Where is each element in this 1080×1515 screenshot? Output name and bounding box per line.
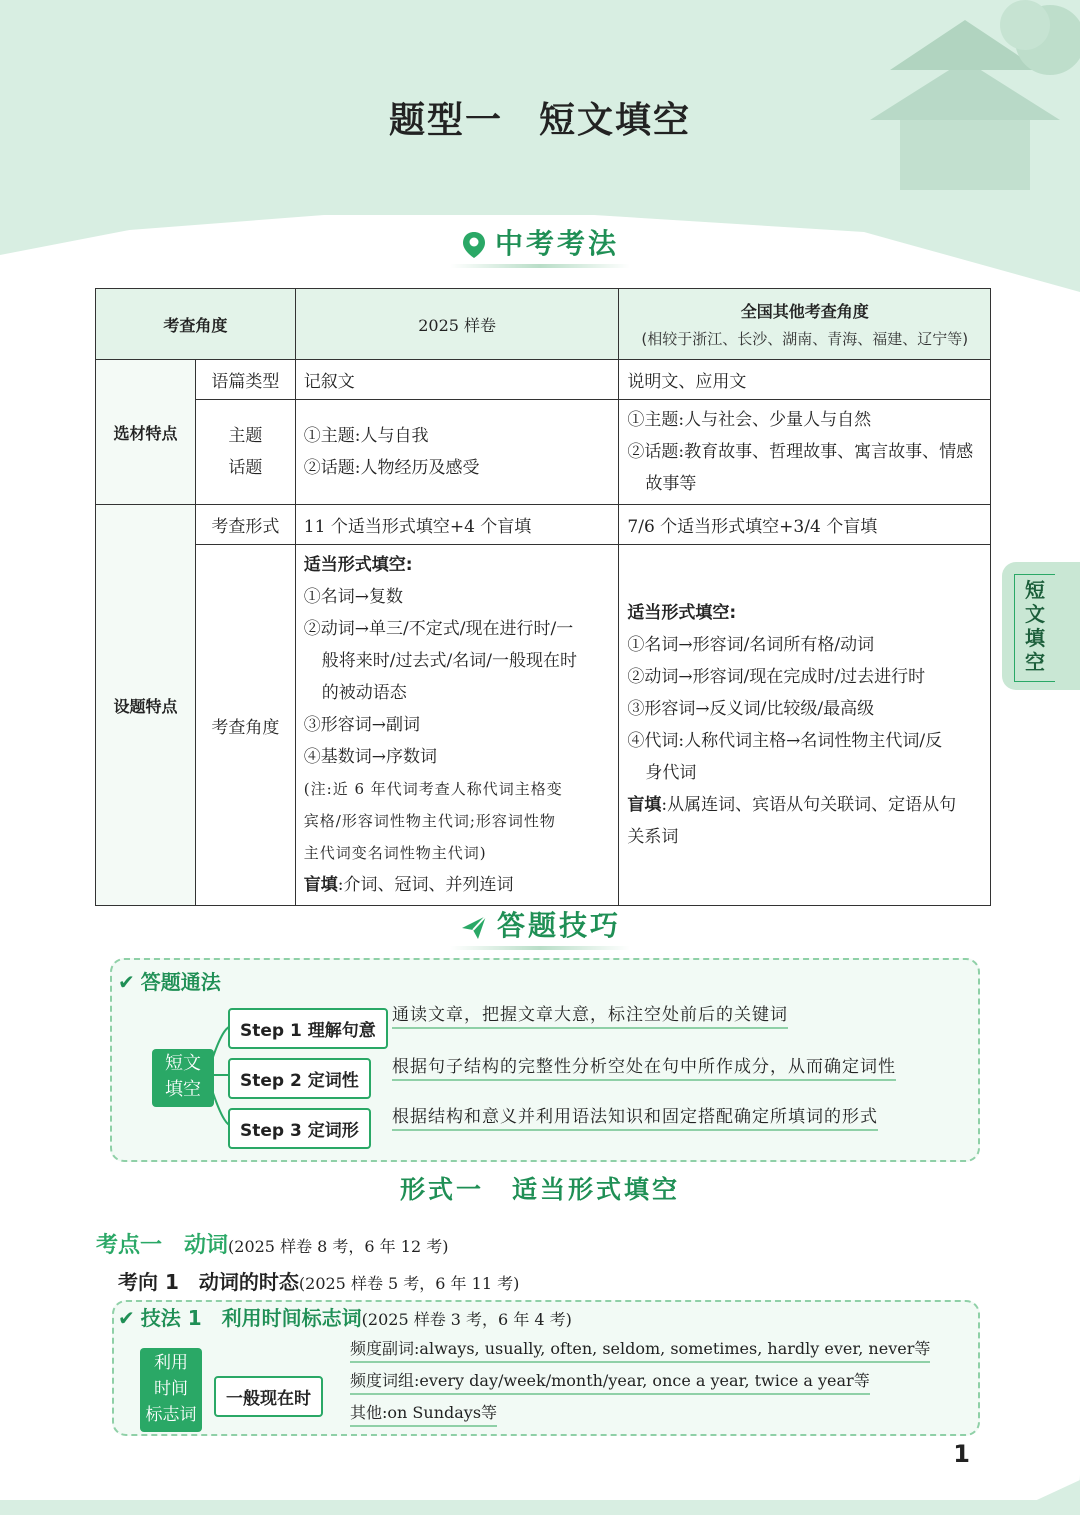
side-tab-char: 空 bbox=[1025, 650, 1045, 674]
skill-root-line: 标志词 bbox=[145, 1405, 197, 1425]
angle-other-item: ③形容词→反义词/比较级/最高级 bbox=[627, 699, 875, 719]
kaoxiang-count: (2025 样卷 5 考，6 年 11 考) bbox=[298, 1274, 520, 1293]
step-2-desc: 根据句子结构的完整性分析空处在句中所作成分，从而确定词性 bbox=[392, 1052, 896, 1081]
page-number: 1 bbox=[953, 1440, 970, 1468]
label-theme bbox=[195, 400, 295, 505]
theme-other-line: ①主题:人与社会、少量人与自然 bbox=[627, 410, 872, 430]
side-tab-char: 文 bbox=[1025, 602, 1045, 626]
form-title: 形式一 适当形式填空 bbox=[399, 1175, 680, 1204]
side-tab-label bbox=[1020, 578, 1050, 674]
table-header-row bbox=[96, 289, 991, 360]
skill-item-2 bbox=[350, 1368, 870, 1395]
angle-2025-item: ④基数词→序数词 bbox=[303, 747, 438, 767]
skill-item-label: 其他: bbox=[350, 1403, 388, 1422]
skill-root-line: 利用 bbox=[154, 1353, 188, 1373]
side-tab-char: 短 bbox=[1025, 578, 1045, 602]
table-row bbox=[96, 400, 991, 505]
header-other-sub: (相较于浙江、长沙、湖南、青海、福建、辽宁等) bbox=[641, 330, 969, 348]
group-question: 设题特点 bbox=[96, 505, 196, 906]
method-root bbox=[152, 1049, 214, 1107]
section-underline bbox=[450, 264, 630, 268]
skill-item-3 bbox=[350, 1400, 497, 1427]
skill-item-label: 频度词组: bbox=[350, 1371, 420, 1390]
angle-other-item: 身代词 bbox=[645, 763, 697, 783]
header-other bbox=[619, 289, 991, 360]
paper-plane-icon bbox=[459, 912, 489, 942]
angle-other-title-text: 适当形式填空: bbox=[627, 603, 737, 623]
skill-count: (2025 样卷 3 考，6 年 4 考) bbox=[361, 1310, 572, 1329]
side-tab-char: 填 bbox=[1025, 626, 1045, 650]
skill-root bbox=[140, 1348, 202, 1432]
skill-item-text: on Sundays等 bbox=[387, 1403, 498, 1422]
label-theme-2: 话题 bbox=[228, 458, 263, 478]
theme-2025-line: ②话题:人物经历及感受 bbox=[303, 458, 480, 478]
step-1: Step 1 理解句意 bbox=[228, 1008, 388, 1049]
kaoxiang bbox=[118, 1266, 519, 1295]
angle-other-blind-cont: 关系词 bbox=[627, 827, 679, 847]
blind-label: 盲填 bbox=[627, 795, 662, 815]
step-2: Step 2 定词性 bbox=[228, 1058, 371, 1099]
section-exam-method-label: 中考考法 bbox=[494, 227, 619, 260]
check-icon: ✔ bbox=[118, 1306, 135, 1330]
note-line: 主代词变名词性物主代词) bbox=[303, 844, 487, 862]
table-row bbox=[96, 360, 991, 400]
header-other-title: 全国其他考查角度 bbox=[740, 302, 869, 321]
table-row bbox=[96, 545, 991, 906]
header-angle: 考查角度 bbox=[96, 289, 296, 360]
skill-item-1 bbox=[350, 1336, 930, 1363]
theme-2025-line: ①主题:人与自我 bbox=[303, 426, 429, 446]
section-underline bbox=[450, 946, 630, 950]
theme-other-line: ②话题:教育故事、哲理故事、寓言故事、情感 bbox=[627, 442, 974, 462]
skill-root-line: 时间 bbox=[154, 1379, 188, 1399]
cell-theme-other bbox=[619, 400, 991, 505]
cell-form-2025: 11 个适当形式填空+4 个盲填 bbox=[295, 505, 619, 545]
blind-text: :介词、冠词、并列连词 bbox=[337, 875, 514, 895]
angle-other-blind bbox=[627, 789, 982, 821]
angle-other-item: ②动词→形容词/现在完成时/过去进行时 bbox=[627, 667, 926, 687]
skill-mid: 一般现在时 bbox=[214, 1376, 323, 1417]
note-line: 宾格/形容词性物主代词;形容词性物 bbox=[303, 812, 556, 830]
angle-2025-title-text: 适当形式填空: bbox=[303, 555, 413, 575]
label-angle: 考查角度 bbox=[195, 545, 295, 906]
angle-other-item: ①名词→形容词/名词所有格/动词 bbox=[627, 635, 875, 655]
method-root-line: 填空 bbox=[165, 1079, 201, 1100]
kaodian bbox=[96, 1228, 448, 1259]
section-exam-method bbox=[0, 222, 1080, 268]
header-2025: 2025 样卷 bbox=[295, 289, 619, 360]
check-icon: ✔ bbox=[118, 970, 135, 994]
skill-item-text: every day/week/month/year, once a year, twice a year等 bbox=[419, 1371, 870, 1390]
angle-2025-note bbox=[304, 773, 611, 869]
cell-type-2025: 记叙文 bbox=[295, 360, 619, 400]
angle-2025-item: ③形容词→副词 bbox=[303, 715, 421, 735]
skill-title-text: 技法 1 利用时间标志词 bbox=[140, 1306, 362, 1330]
label-form: 考查形式 bbox=[195, 505, 295, 545]
method-title bbox=[118, 966, 221, 995]
method-root-line: 短文 bbox=[165, 1053, 201, 1074]
angle-2025-title bbox=[304, 549, 611, 581]
blind-label: 盲填 bbox=[303, 875, 338, 895]
cell-angle-2025 bbox=[295, 545, 619, 906]
cell-type-other: 说明文、应用文 bbox=[619, 360, 991, 400]
angle-2025-item: 般将来时/过去式/名词/一般现在时 bbox=[321, 651, 577, 671]
kaodian-count: (2025 样卷 8 考，6 年 12 考) bbox=[228, 1237, 449, 1256]
kaodian-label: 考点一 动词 bbox=[96, 1233, 229, 1258]
skill-item-label: 频度副词: bbox=[350, 1339, 420, 1358]
cell-angle-other bbox=[619, 545, 991, 906]
group-material: 选材特点 bbox=[96, 360, 196, 505]
theme-other-line: 故事等 bbox=[645, 474, 697, 494]
note-line: (注:近 6 年代词考查人称代词主格变 bbox=[303, 780, 563, 798]
table-row bbox=[96, 505, 991, 545]
section-answer-skill-label: 答题技巧 bbox=[496, 909, 621, 942]
side-tab[interactable] bbox=[1002, 562, 1080, 690]
angle-2025-item: ①名词→复数 bbox=[303, 587, 404, 607]
skill-title bbox=[118, 1302, 572, 1331]
section-answer-skill bbox=[0, 904, 1080, 950]
title-part1: 题型一 bbox=[388, 99, 503, 141]
angle-2025-item: ②动词→单三/不定式/现在进行时/一 bbox=[303, 619, 574, 639]
step-3: Step 3 定词形 bbox=[228, 1108, 371, 1149]
blind-text: :从属连词、宾语从句关联词、定语从句 bbox=[661, 795, 957, 815]
step-3-desc: 根据结构和意义并利用语法知识和固定搭配确定所填词的形式 bbox=[392, 1102, 878, 1131]
page-title bbox=[0, 92, 1080, 143]
angle-other-title bbox=[627, 597, 982, 629]
angle-2025-blind bbox=[304, 869, 611, 901]
kaoxiang-label: 考向 1 动词的时态 bbox=[118, 1270, 299, 1294]
step-1-desc: 通读文章，把握文章大意，标注空处前后的关键词 bbox=[392, 1000, 788, 1029]
cell-form-other: 7/6 个适当形式填空+3/4 个盲填 bbox=[619, 505, 991, 545]
angle-other-item: ④代词:人称代词主格→名词性物主代词/反 bbox=[627, 731, 943, 751]
angle-2025-item: 的被动语态 bbox=[321, 683, 407, 703]
exam-table bbox=[95, 288, 991, 906]
location-pin-icon bbox=[461, 230, 487, 260]
skill-item-text: always, usually, often, seldom, sometimes, hardly ever, never等 bbox=[419, 1339, 931, 1358]
title-part2: 短文填空 bbox=[539, 99, 692, 141]
method-title-text: 答题通法 bbox=[140, 970, 221, 994]
cell-theme-2025 bbox=[295, 400, 619, 505]
label-theme-1: 主题 bbox=[228, 426, 263, 446]
label-text-type: 语篇类型 bbox=[195, 360, 295, 400]
